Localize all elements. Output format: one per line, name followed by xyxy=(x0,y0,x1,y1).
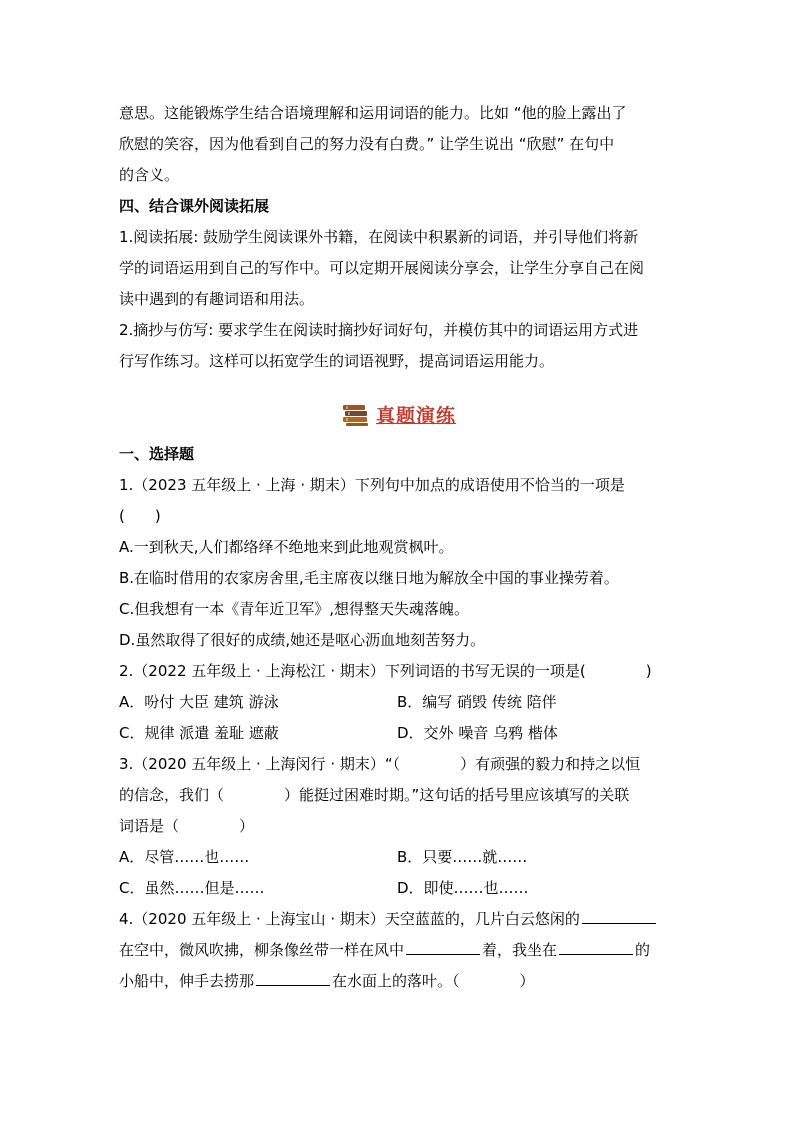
section-4-p2-line-2: 行写作练习。这样可以拓宽学生的词语视野，提高词语运用能力。 xyxy=(119,352,555,370)
q3-options-row-2 xyxy=(119,873,679,904)
q4-line-2 xyxy=(119,935,679,966)
section-4-p1-line-2: 学的词语运用到自己的写作中。可以定期开展阅读分享会，让学生分享自己在阅 xyxy=(119,259,645,277)
q4-blank-1 xyxy=(582,909,656,924)
q4-line-3-text-b: 在水面上的落叶。（ ） xyxy=(332,972,535,990)
section-4-p1-line-1: 1.阅读拓展: 鼓励学生阅读课外书籍，在阅读中积累新的词语，并引导他们将新 xyxy=(119,228,639,246)
q1-answer-paren: ( ) xyxy=(119,507,161,525)
q3-stem-line-3: 词语是（ ） xyxy=(119,817,255,835)
q2-option-a: A．吩付 大臣 建筑 游泳 xyxy=(119,693,279,711)
q1-option-c: C.但我想有一本《青年近卫军》,想得整天失魂落魄。 xyxy=(119,600,470,618)
quiz-section-title: 一、选择题 xyxy=(119,445,195,463)
practice-heading xyxy=(342,401,456,428)
q3-options-row-1 xyxy=(119,842,679,873)
q4-line-2-text-b: 着，我坐在 xyxy=(482,941,558,959)
section-4-p1-line-3: 读中遇到的有趣词语和用法。 xyxy=(119,290,315,308)
q2-option-d: D．交外 噪音 乌鸦 楷体 xyxy=(397,724,558,742)
q4-line-3 xyxy=(119,966,679,997)
q3-option-d: D．即使……也…… xyxy=(397,879,529,897)
q2-stem: 2.（2022 五年级上 · 上海松江 · 期末）下列词语的书写无误的一项是( ) xyxy=(119,662,652,680)
q4-line-2-text-c: 的 xyxy=(635,941,651,959)
books-icon xyxy=(342,403,370,427)
q1-stem: 1.（2023 五年级上 · 上海 · 期末）下列句中加点的成语使用不恰当的一项是 xyxy=(119,476,625,494)
q3-stem-line-1: 3.（2020 五年级上 · 上海闵行 · 期末）“（ ）有顽强的毅力和持之以恒 xyxy=(119,755,641,773)
q4-blank-2 xyxy=(406,940,480,955)
q3-option-c: C．虽然……但是…… xyxy=(119,879,265,897)
q2-options-row-1 xyxy=(119,687,679,718)
practice-heading-text: 真题演练 xyxy=(375,405,456,427)
intro-line-2: 欣慰的笑容，因为他看到自己的努力没有白费。” 让学生说出 “欣慰” 在句中 xyxy=(119,135,615,153)
practice-heading-block xyxy=(119,401,679,435)
document-content xyxy=(119,98,679,997)
q4-line-2-text-a: 在空中，微风吹拂，柳条像丝带一样在风中 xyxy=(119,941,405,959)
q4-line-3-text-a: 小船中，伸手去捞那 xyxy=(119,972,255,990)
section-4-title: 四、结合课外阅读拓展 xyxy=(119,197,270,215)
q3-option-a: A．尽管……也…… xyxy=(119,848,250,866)
q1-option-d: D.虽然取得了很好的成绩,她还是呕心沥血地刻苦努力。 xyxy=(119,631,486,649)
q4-line-1-text: 4.（2020 五年级上 · 上海宝山 · 期末）天空蓝蓝的，几片白云悠闲的 xyxy=(119,910,580,928)
section-4-p2-line-1: 2.摘抄与仿写: 要求学生在阅读时摘抄好词好句，并模仿其中的词语运用方式进 xyxy=(119,321,639,339)
q4-line-1 xyxy=(119,904,679,935)
q4-blank-3 xyxy=(559,940,633,955)
q3-stem-line-2: 的信念，我们（ ）能挺过困难时期。”这句话的括号里应该填写的关联 xyxy=(119,786,630,804)
q2-option-c: C．规律 派遣 羞耻 遮蔽 xyxy=(119,724,279,742)
q3-option-b: B．只要……就…… xyxy=(397,848,528,866)
q2-options-row-2 xyxy=(119,718,679,749)
q4-blank-4 xyxy=(256,971,330,986)
q1-option-b: B.在临时借用的农家房舍里,毛主席夜以继日地为解放全中国的事业操劳着。 xyxy=(119,569,619,587)
intro-line-3: 的含义。 xyxy=(119,166,180,184)
q1-option-a: A.一到秋天,人们都络绎不绝地来到此地观赏枫叶。 xyxy=(119,538,454,556)
q2-option-b: B．编写 硝毁 传统 陪伴 xyxy=(397,693,557,711)
intro-line-1: 意思。这能锻炼学生结合语境理解和运用词语的能力。比如 “他的脸上露出了 xyxy=(119,104,627,122)
